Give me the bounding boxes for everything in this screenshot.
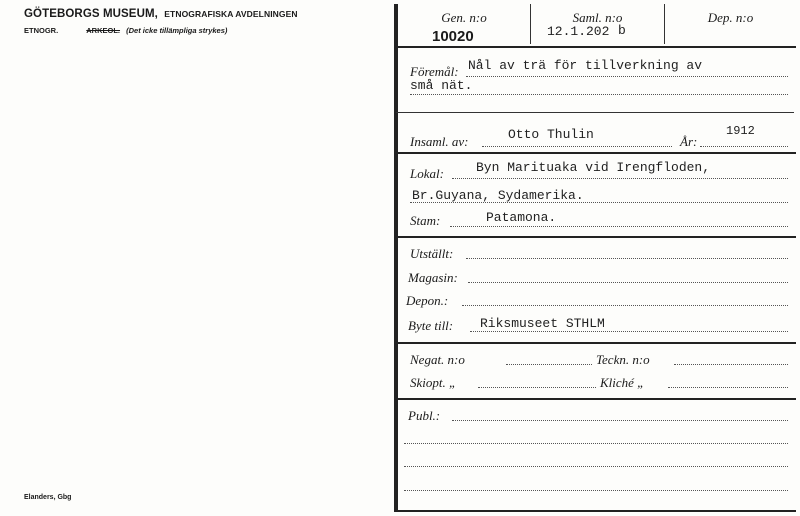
dotted-line: [470, 331, 788, 332]
section-rule: [396, 112, 794, 113]
bottom-rule: [396, 510, 796, 512]
gen-number: 10020: [432, 28, 474, 45]
dotted-line: [452, 178, 788, 179]
stam-label: Stam:: [410, 213, 441, 228]
dotted-line: [404, 466, 788, 467]
section-rule: [396, 398, 796, 400]
insaml-value: Otto Thulin: [508, 127, 594, 142]
utstallt-label: Utställt:: [410, 246, 454, 261]
byte-label: Byte till:: [408, 318, 454, 333]
gen-label: Gen. n:o: [441, 10, 487, 25]
section-rule: [396, 236, 796, 238]
vertical-rule: [394, 4, 398, 512]
ar-value: 1912: [726, 124, 755, 138]
strike-note: (Det icke tillämpliga strykes): [126, 26, 228, 35]
lokal-label: Lokal:: [410, 166, 444, 181]
dotted-line: [462, 305, 788, 306]
lokal-line2: Br.Guyana, Sydamerika.: [412, 188, 584, 203]
teckn-label: Teckn. n:o: [596, 352, 650, 367]
dotted-line: [450, 226, 788, 227]
museum-name: GÖTEBORGS MUSEUM,: [24, 8, 158, 20]
saml-number: 12.1.202: [547, 24, 610, 39]
negat-label: Negat. n:o: [410, 352, 465, 367]
dotted-line: [452, 420, 788, 421]
byte-value: Riksmuseet STHLM: [480, 316, 605, 331]
dotted-line: [668, 387, 788, 388]
insaml-label: Insaml. av:: [410, 134, 469, 149]
dotted-line: [468, 282, 788, 283]
section-rule: [396, 342, 796, 344]
section-rule: [396, 152, 796, 154]
department-name: ETNOGRAFISKA AVDELNINGEN: [164, 9, 298, 19]
etnogr-label: ETNOGR.: [24, 26, 59, 35]
saml-label: Saml. n:o: [572, 10, 623, 25]
header-rule: [396, 46, 796, 48]
dotted-line: [506, 364, 592, 365]
dotted-line: [482, 146, 672, 147]
skiopt-label: Skiopt. „: [410, 375, 457, 390]
dotted-line: [410, 94, 788, 95]
foremal-line1: Nål av trä för tillverkning av: [468, 58, 703, 73]
dotted-line: [404, 443, 788, 444]
foremal-line2: små nät.: [410, 78, 473, 93]
saml-suffix: b: [618, 23, 626, 38]
dotted-line: [478, 387, 596, 388]
stam-value: Patamona.: [486, 210, 557, 225]
dotted-line: [466, 258, 788, 259]
dep-label: Dep. n:o: [707, 10, 754, 25]
dotted-line: [410, 202, 788, 203]
lokal-line1: Byn Marituaka vid Irengfloden,: [476, 160, 711, 175]
ar-label: År:: [680, 134, 698, 149]
publ-label: Publ.:: [408, 408, 441, 423]
printer-mark: Elanders, Gbg: [24, 494, 72, 501]
museum-header: [24, 8, 298, 20]
dotted-line: [466, 76, 788, 77]
dotted-line: [404, 490, 788, 491]
foremal-label: Föremål:: [410, 64, 459, 79]
magasin-label: Magasin:: [408, 270, 458, 285]
kliche-label: Kliché „: [600, 375, 645, 390]
arkeol-label: ARKEOL.: [86, 26, 121, 35]
dotted-line: [700, 146, 788, 147]
depon-label: Depon.:: [406, 293, 449, 308]
department-line: [24, 26, 227, 35]
dotted-line: [674, 364, 788, 365]
